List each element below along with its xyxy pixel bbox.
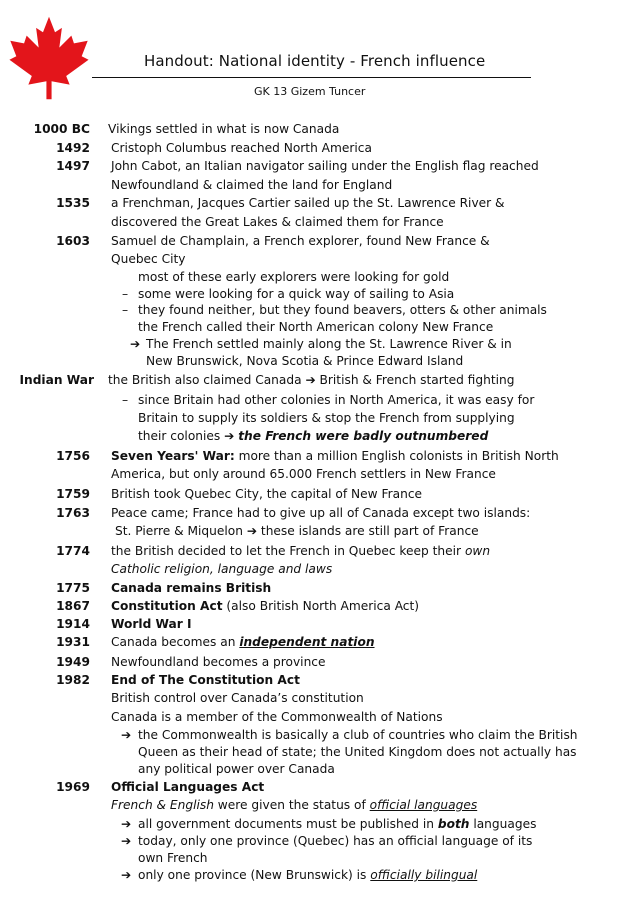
arrow-icon: ➔ bbox=[130, 337, 141, 351]
year-1775: 1775 bbox=[56, 581, 90, 595]
entry-text: World War I bbox=[111, 617, 192, 631]
year-1914: 1914 bbox=[56, 617, 90, 631]
entry-text: Samuel de Champlain, a French explorer, found New France & bbox=[111, 234, 490, 248]
year-1535: 1535 bbox=[56, 196, 90, 210]
arrow-icon: ➔ bbox=[121, 834, 132, 848]
bullet-text: most of these early explorers were looking for gold bbox=[138, 270, 450, 284]
entry-text: Canada becomes an independent nation bbox=[111, 635, 375, 649]
year-1931: 1931 bbox=[56, 635, 90, 649]
year-1000bc: 1000 BC bbox=[33, 122, 90, 136]
maple-leaf-icon bbox=[6, 10, 92, 106]
bullet-text: New Brunswick, Nova Scotia & Prince Edward Island bbox=[146, 354, 464, 368]
entry-text: Quebec City bbox=[111, 252, 186, 266]
entry-text: Peace came; France had to give up all of Canada except two islands: bbox=[111, 506, 531, 520]
year-1774: 1774 bbox=[56, 544, 90, 558]
entry-text: Vikings settled in what is now Canada bbox=[108, 122, 340, 136]
entry-text: Catholic religion, language and laws bbox=[111, 562, 333, 576]
entry-text: End of The Constitution Act bbox=[111, 673, 300, 687]
entry-text: Constitution Act (also British North America Act) bbox=[111, 599, 420, 613]
entry-text: French & English were given the status of official languages bbox=[111, 798, 478, 812]
year-1756: 1756 bbox=[56, 449, 90, 463]
year-1603: 1603 bbox=[56, 234, 90, 248]
entry-text: Canada remains British bbox=[111, 581, 272, 595]
bullet-text: their colonies ➔ the French were badly outnumbered bbox=[138, 429, 489, 443]
entry-text: Canada is a member of the Commonwealth of Nations bbox=[111, 710, 443, 724]
arrow-icon: ➔ bbox=[121, 868, 132, 882]
entry-text: Official Languages Act bbox=[111, 780, 265, 794]
year-1969: 1969 bbox=[56, 780, 90, 794]
year-1982: 1982 bbox=[56, 673, 90, 687]
bullet-text: The French settled mainly along the St. Lawrence River & in bbox=[146, 337, 512, 351]
bullet-text: the Commonwealth is basically a club of countries who claim the British bbox=[138, 728, 578, 742]
bullet-text: any political power over Canada bbox=[138, 762, 335, 776]
arrow-icon: ➔ bbox=[305, 373, 316, 387]
entry-text: the British also claimed Canada ➔ British & French started fighting bbox=[108, 373, 515, 387]
dash-bullet: – bbox=[122, 303, 129, 317]
bullet-text: the French called their North American colony New France bbox=[138, 320, 494, 334]
arrow-icon: ➔ bbox=[246, 524, 258, 538]
bullet-text: Queen as their head of state; the United Kingdom does not actually has bbox=[138, 745, 577, 759]
arrow-icon: ➔ bbox=[224, 429, 235, 443]
title-divider bbox=[92, 77, 531, 78]
year-1759: 1759 bbox=[56, 487, 90, 501]
entry-text: British took Quebec City, the capital of New France bbox=[111, 487, 423, 501]
year-1763: 1763 bbox=[56, 506, 90, 520]
bullet-text: Britain to supply its soldiers & stop the French from supplying bbox=[138, 411, 515, 425]
arrow-icon: ➔ bbox=[121, 817, 132, 831]
year-1949: 1949 bbox=[56, 655, 90, 669]
entry-text: John Cabot, an Italian navigator sailing under the English flag reached bbox=[111, 159, 539, 173]
bullet-text: since Britain had other colonies in North America, it was easy for bbox=[138, 393, 535, 407]
bullet-text: only one province (New Brunswick) is officially bilingual bbox=[138, 868, 478, 882]
dash-bullet: – bbox=[122, 393, 129, 407]
entry-text: Newfoundland & claimed the land for England bbox=[111, 178, 393, 192]
entry-text: St. Pierre & Miquelon ➔ these islands are still part of France bbox=[115, 524, 479, 538]
entry-text: discovered the Great Lakes & claimed them for France bbox=[111, 215, 444, 229]
entry-text: Newfoundland becomes a province bbox=[111, 655, 326, 669]
bullet-text: today, only one province (Quebec) has an official language of its bbox=[138, 834, 533, 848]
entry-text: Cristoph Columbus reached North America bbox=[111, 141, 372, 155]
bullet-text: all government documents must be published in both languages bbox=[138, 817, 537, 831]
bullet-text: own French bbox=[138, 851, 208, 865]
bullet-text: some were looking for a quick way of sailing to Asia bbox=[138, 287, 455, 301]
page-title: Handout: National identity - French influence bbox=[144, 52, 486, 70]
entry-text: the British decided to let the French in Quebec keep their own bbox=[111, 544, 491, 558]
entry-text: British control over Canada’s constitution bbox=[111, 691, 364, 705]
year-indian-war: Indian War bbox=[19, 373, 94, 387]
entry-text: America, but only around 65.000 French settlers in New France bbox=[111, 467, 496, 481]
bullet-text: they found neither, but they found beavers, otters & other animals bbox=[138, 303, 547, 317]
dash-bullet: – bbox=[122, 287, 129, 301]
arrow-icon: ➔ bbox=[121, 728, 132, 742]
year-1867: 1867 bbox=[56, 599, 90, 613]
author-line: GK 13 Gizem Tuncer bbox=[254, 85, 366, 98]
entry-text: Seven Years' War: more than a million English colonists in British North bbox=[111, 449, 559, 463]
year-1497: 1497 bbox=[56, 159, 90, 173]
entry-text: a Frenchman, Jacques Cartier sailed up the St. Lawrence River & bbox=[111, 196, 505, 210]
year-1492: 1492 bbox=[56, 141, 90, 155]
